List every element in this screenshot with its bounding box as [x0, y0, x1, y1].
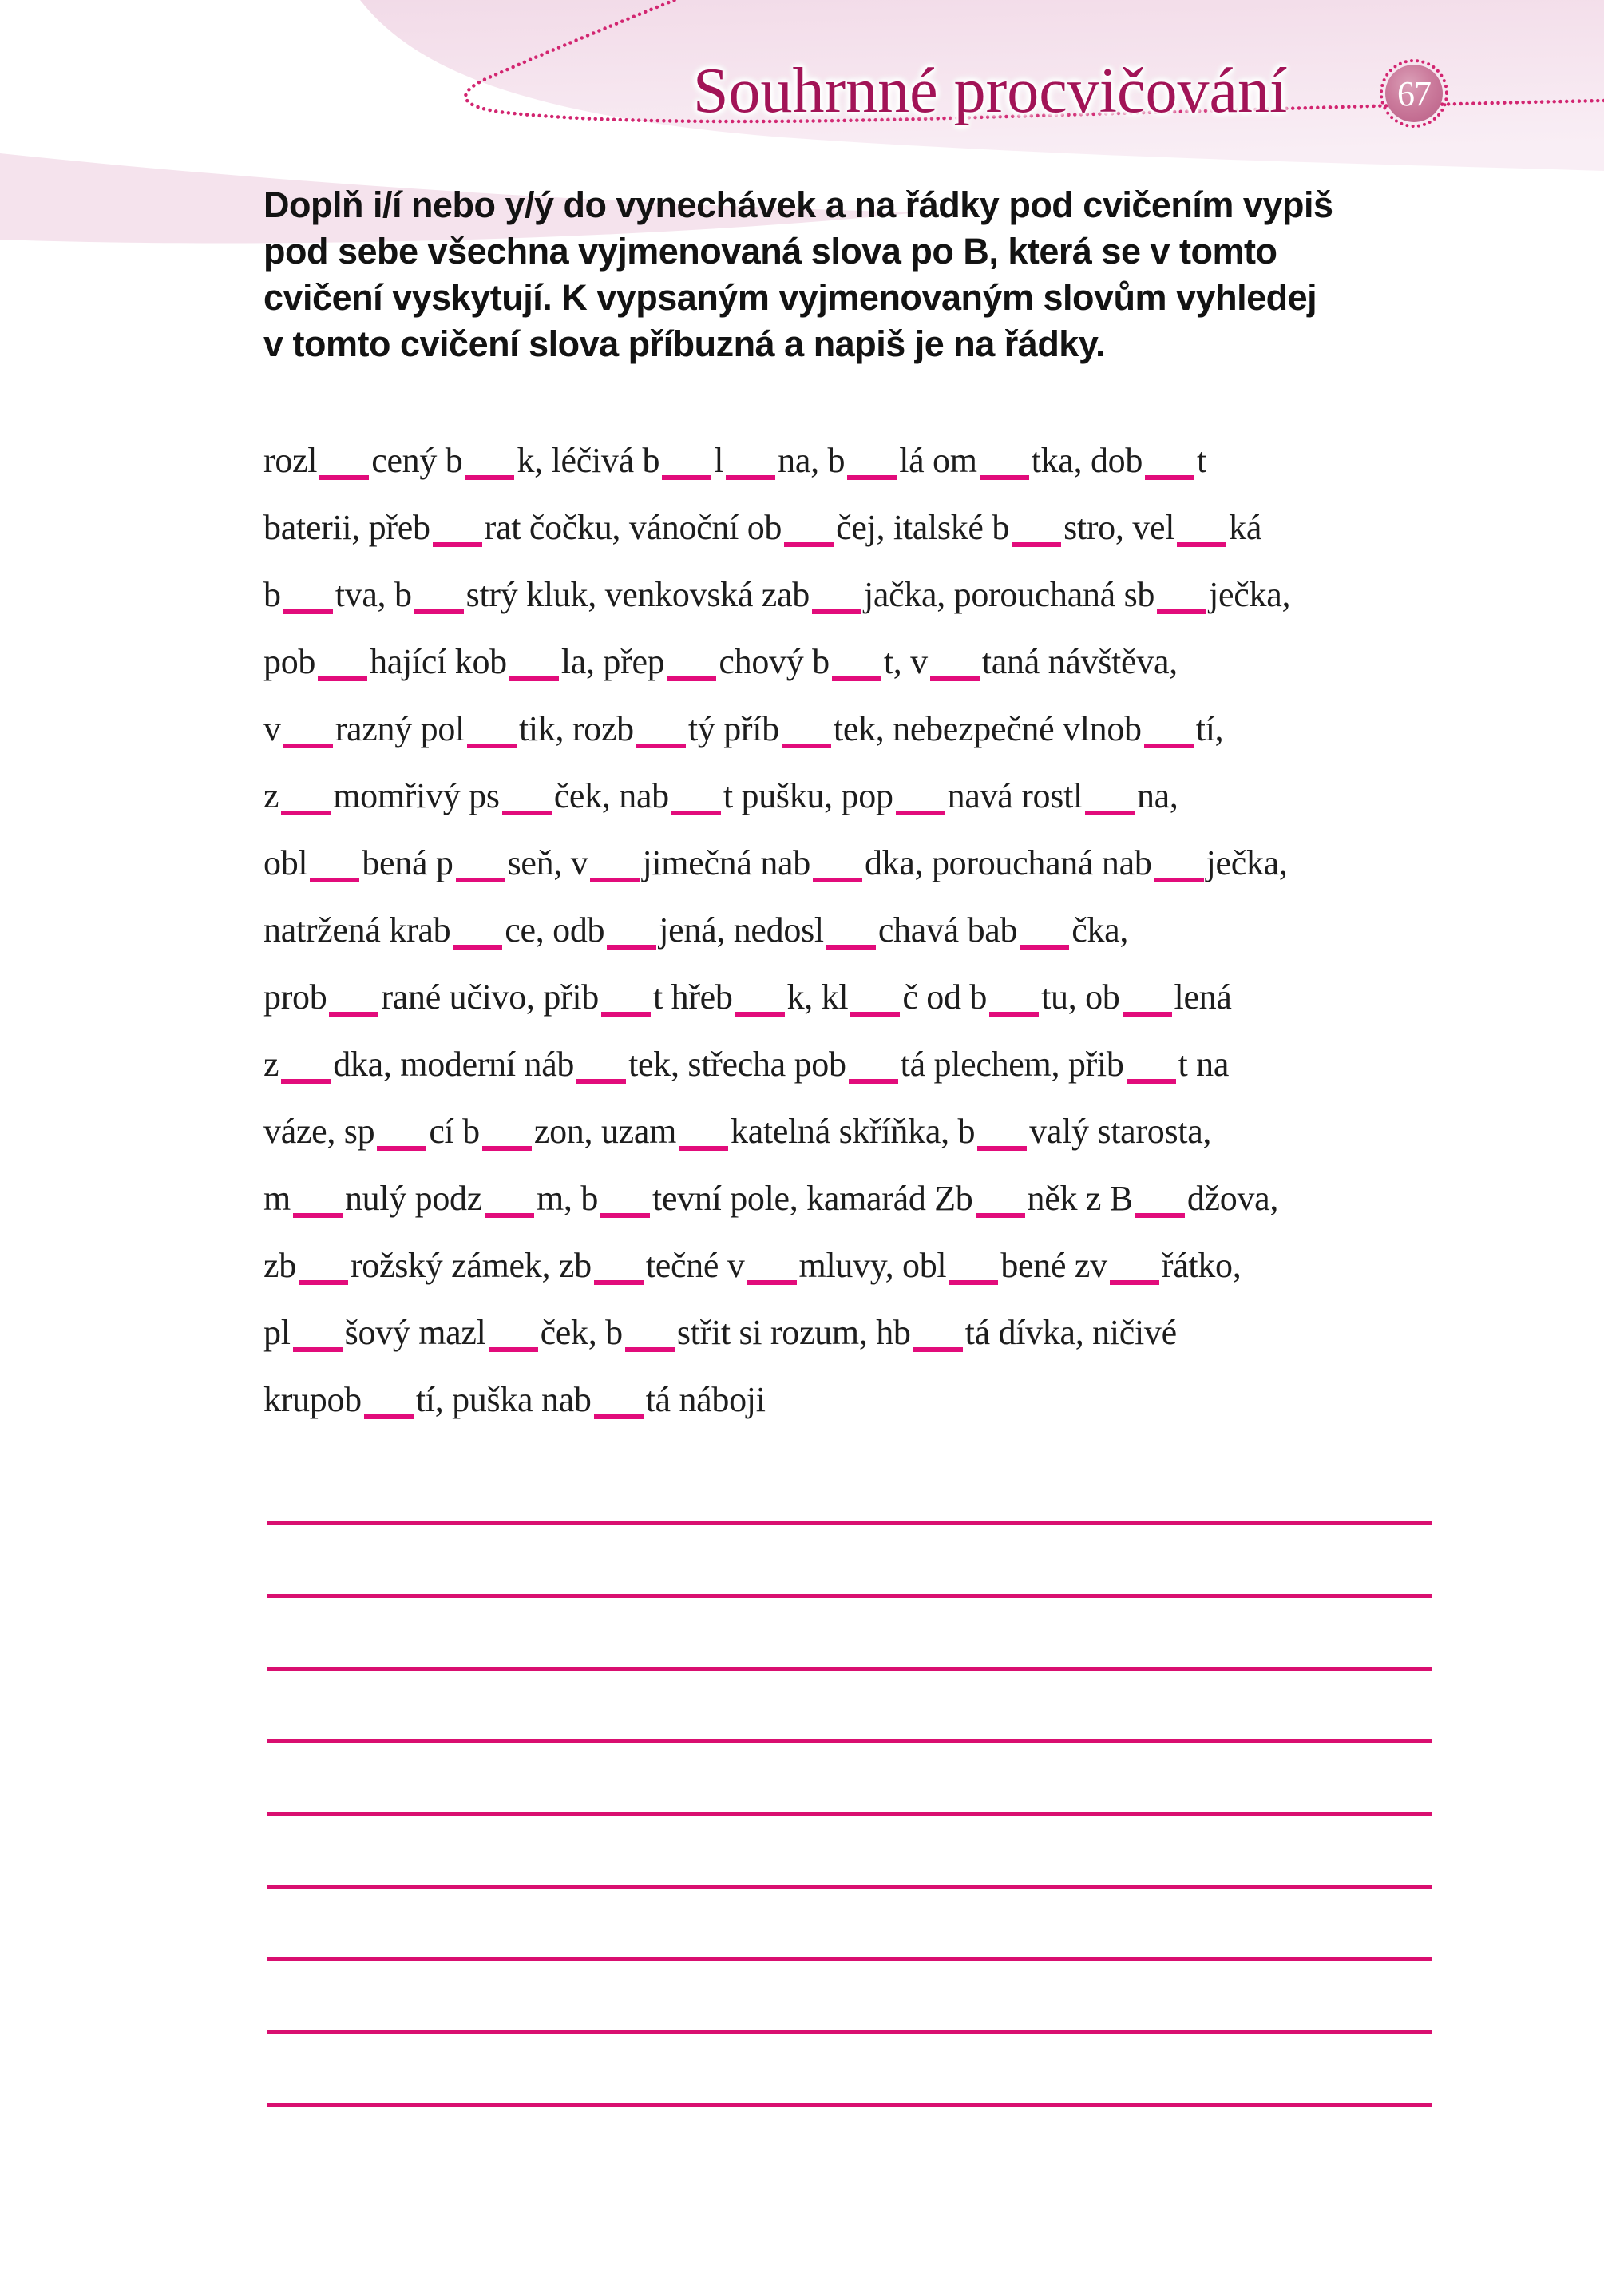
answer-writing-line[interactable]: [267, 2103, 1432, 2107]
fill-in-blank[interactable]: [930, 676, 980, 681]
exercise-line: rozl cený b k, léčivá b l na, b lá om tka, dob t: [263, 441, 1206, 480]
fill-in-blank[interactable]: [1110, 1280, 1159, 1285]
fill-in-blank[interactable]: [913, 1347, 963, 1352]
answer-writing-line[interactable]: [267, 1885, 1432, 1889]
exercise-line: obl bená p seň, v jimečná nab dka, porouchaná nab ječka,: [263, 843, 1288, 882]
fill-in-blank[interactable]: [896, 811, 945, 815]
fill-in-blank[interactable]: [319, 475, 369, 480]
instruction-line: v tomto cvičení slova příbuzná a napiš je na řádky.: [263, 323, 1106, 364]
fill-in-blank[interactable]: [1154, 878, 1204, 882]
fill-in-blank[interactable]: [594, 1414, 644, 1419]
exercise-text: [263, 427, 1453, 1434]
exercise-line: z momřivý ps ček, nab t pušku, pop navá rostl na,: [263, 776, 1178, 815]
fill-in-blank[interactable]: [989, 1012, 1039, 1017]
fill-in-blank[interactable]: [281, 811, 331, 815]
fill-in-blank[interactable]: [812, 609, 861, 614]
fill-in-blank[interactable]: [679, 1146, 728, 1151]
fill-in-blank[interactable]: [364, 1414, 414, 1419]
fill-in-blank[interactable]: [502, 811, 552, 815]
fill-in-blank[interactable]: [813, 878, 862, 882]
fill-in-blank[interactable]: [293, 1213, 343, 1218]
page-number: 67: [1397, 73, 1431, 113]
fill-in-blank[interactable]: [433, 542, 482, 547]
fill-in-blank[interactable]: [1123, 1012, 1172, 1017]
fill-in-blank[interactable]: [625, 1347, 675, 1352]
fill-in-blank[interactable]: [283, 609, 333, 614]
fill-in-blank[interactable]: [832, 676, 881, 681]
fill-in-blank[interactable]: [509, 676, 559, 681]
exercise-instructions: [263, 182, 1437, 367]
fill-in-blank[interactable]: [281, 1079, 331, 1084]
page-number-badge: [1385, 65, 1443, 122]
fill-in-blank[interactable]: [1157, 609, 1206, 614]
fill-in-blank[interactable]: [283, 744, 333, 748]
exercise-line: m nulý podz m, b tevní pole, kamarád Zb něk z B džova,: [263, 1179, 1279, 1218]
fill-in-blank[interactable]: [1020, 945, 1069, 950]
fill-in-blank[interactable]: [456, 878, 505, 882]
fill-in-blank[interactable]: [976, 1213, 1025, 1218]
fill-in-blank[interactable]: [735, 1012, 785, 1017]
fill-in-blank[interactable]: [467, 744, 517, 748]
fill-in-blank[interactable]: [601, 1012, 651, 1017]
page-title: Souhrnné procvičování: [693, 56, 1288, 126]
fill-in-blank[interactable]: [594, 1280, 644, 1285]
fill-in-blank[interactable]: [590, 878, 640, 882]
exercise-line: b tva, b strý kluk, venkovská zab jačka, porouchaná sb ječka,: [263, 575, 1291, 614]
fill-in-blank[interactable]: [414, 609, 464, 614]
answer-writing-line[interactable]: [267, 1594, 1432, 1598]
fill-in-blank[interactable]: [980, 475, 1029, 480]
fill-in-blank[interactable]: [1085, 811, 1135, 815]
fill-in-blank[interactable]: [1144, 744, 1194, 748]
exercise-line: natržená krab ce, odb jená, nedosl chavá bab čka,: [263, 910, 1129, 950]
fill-in-blank[interactable]: [662, 475, 711, 480]
fill-in-blank[interactable]: [293, 1347, 343, 1352]
instruction-line: pod sebe všechna vyjmenovaná slova po B, která se v tomto: [263, 231, 1277, 272]
fill-in-blank[interactable]: [1177, 542, 1226, 547]
answer-writing-line[interactable]: [267, 1667, 1432, 1671]
fill-in-blank[interactable]: [826, 945, 876, 950]
fill-in-blank[interactable]: [726, 475, 775, 480]
exercise-line: baterii, přeb rat čočku, vánoční ob čej, italské b stro, vel ká: [263, 508, 1262, 547]
exercise-line: váze, sp cí b zon, uzam katelná skříňka, b valý starosta,: [263, 1112, 1212, 1151]
answer-lines-area: [267, 1521, 1432, 2175]
fill-in-blank[interactable]: [299, 1280, 348, 1285]
fill-in-blank[interactable]: [1135, 1213, 1185, 1218]
fill-in-blank[interactable]: [482, 1146, 532, 1151]
fill-in-blank[interactable]: [465, 475, 514, 480]
fill-in-blank[interactable]: [489, 1347, 538, 1352]
fill-in-blank[interactable]: [329, 1012, 378, 1017]
exercise-line: v razný pol tik, rozb tý příb tek, nebezpečné vlnob tí,: [263, 709, 1224, 748]
instruction-line: cvičení vyskytují. K vypsaným vyjmenovaným slovům vyhledej: [263, 277, 1317, 318]
answer-writing-line[interactable]: [267, 1521, 1432, 1525]
fill-in-blank[interactable]: [1145, 475, 1194, 480]
answer-writing-line[interactable]: [267, 2030, 1432, 2034]
exercise-line: krupob tí, puška nab tá náboji: [263, 1380, 766, 1419]
exercise-line: zb rožský zámek, zb tečné v mluvy, obl bené zv řátko,: [263, 1246, 1242, 1285]
instruction-line: Doplň i/í nebo y/ý do vynechávek a na řádky pod cvičením vypiš: [263, 184, 1333, 225]
answer-writing-line[interactable]: [267, 1957, 1432, 1961]
fill-in-blank[interactable]: [977, 1146, 1027, 1151]
answer-writing-line[interactable]: [267, 1812, 1432, 1816]
fill-in-blank[interactable]: [576, 1079, 626, 1084]
fill-in-blank[interactable]: [485, 1213, 534, 1218]
fill-in-blank[interactable]: [782, 744, 831, 748]
exercise-line: z dka, moderní náb tek, střecha pob tá plechem, přib t na: [263, 1045, 1230, 1084]
exercise-line: pl šový mazl ček, b střit si rozum, hb tá dívka, ničivé: [263, 1313, 1177, 1352]
fill-in-blank[interactable]: [667, 676, 716, 681]
fill-in-blank[interactable]: [453, 945, 502, 950]
exercise-line: prob rané učivo, přib t hřeb k, kl č od b tu, ob lená: [263, 977, 1232, 1017]
fill-in-blank[interactable]: [847, 475, 897, 480]
fill-in-blank[interactable]: [636, 744, 686, 748]
fill-in-blank[interactable]: [849, 1079, 898, 1084]
fill-in-blank[interactable]: [671, 811, 721, 815]
fill-in-blank[interactable]: [1127, 1079, 1176, 1084]
fill-in-blank[interactable]: [784, 542, 834, 547]
fill-in-blank[interactable]: [747, 1280, 797, 1285]
exercise-line: pob hající kob la, přep chový b t, v taná návštěva,: [263, 642, 1178, 681]
fill-in-blank[interactable]: [600, 1213, 650, 1218]
fill-in-blank[interactable]: [850, 1012, 900, 1017]
fill-in-blank[interactable]: [310, 878, 359, 882]
fill-in-blank[interactable]: [949, 1280, 998, 1285]
fill-in-blank[interactable]: [318, 676, 367, 681]
fill-in-blank[interactable]: [377, 1146, 426, 1151]
fill-in-blank[interactable]: [607, 945, 656, 950]
fill-in-blank[interactable]: [1012, 542, 1061, 547]
answer-writing-line[interactable]: [267, 1739, 1432, 1743]
